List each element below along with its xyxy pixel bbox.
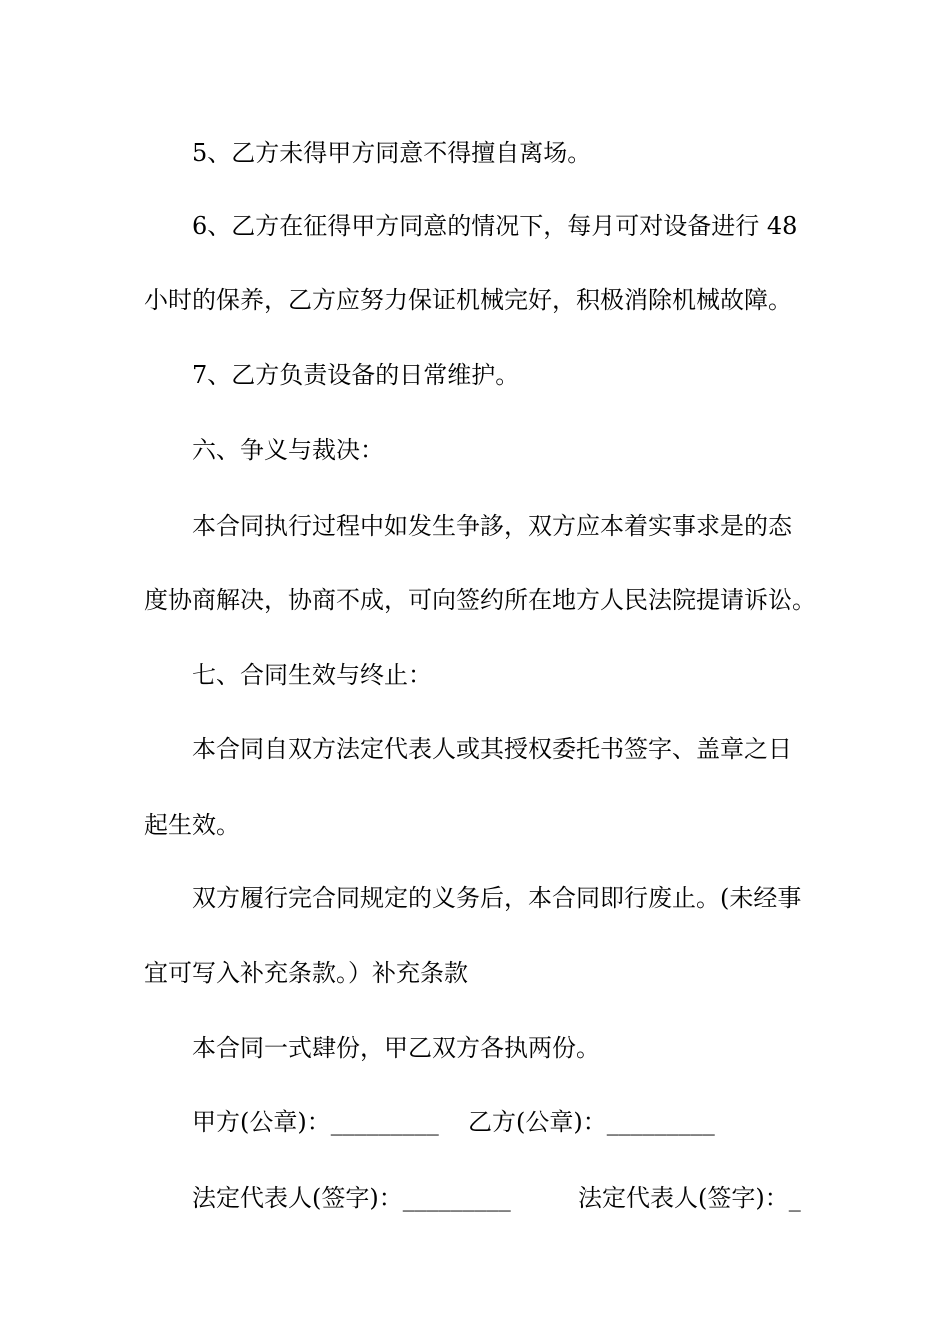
clause-6-line-1: 6、乙方在征得甲方同意的情况下，每月可对设备进行 48	[192, 212, 798, 240]
section-6-body-line-2: 度协商解决，协商不成，可向签约所在地方人民法院提请诉讼。	[144, 586, 816, 614]
section-6-heading: 六、争义与裁决：	[192, 436, 384, 464]
section-7-body-line-2: 起生效。	[144, 811, 240, 839]
section-7-heading: 七、合同生效与终止：	[192, 661, 432, 689]
termination-line-1: 双方履行完合同规定的义务后，本合同即行废止。(未经事	[192, 884, 802, 912]
party-b-seal-field: 乙方(公章)：_________	[468, 1108, 715, 1136]
clause-6-line-2: 小时的保养，乙方应努力保证机械完好，积极消除机械故障。	[144, 286, 792, 314]
party-a-representative-field: 法定代表人(签字)：_________	[192, 1184, 511, 1212]
clause-5: 5、乙方未得甲方同意不得擅自离场。	[192, 139, 592, 167]
section-6-body-line-1: 本合同执行过程中如发生争誃，双方应本着实事求是的态	[192, 512, 792, 540]
party-a-seal-field: 甲方(公章)：_________	[192, 1108, 439, 1136]
section-7-body-line-1: 本合同自双方法定代表人或其授权委托书签字、盖章之日	[192, 735, 792, 763]
clause-7: 7、乙方负责设备的日常维护。	[192, 361, 520, 389]
party-b-representative-field: 法定代表人(签字)：_	[578, 1184, 801, 1212]
termination-line-2: 宜可写入补充条款。）补充条款	[144, 959, 468, 987]
copies-clause: 本合同一式肆份，甲乙双方各执两份。	[192, 1034, 600, 1062]
